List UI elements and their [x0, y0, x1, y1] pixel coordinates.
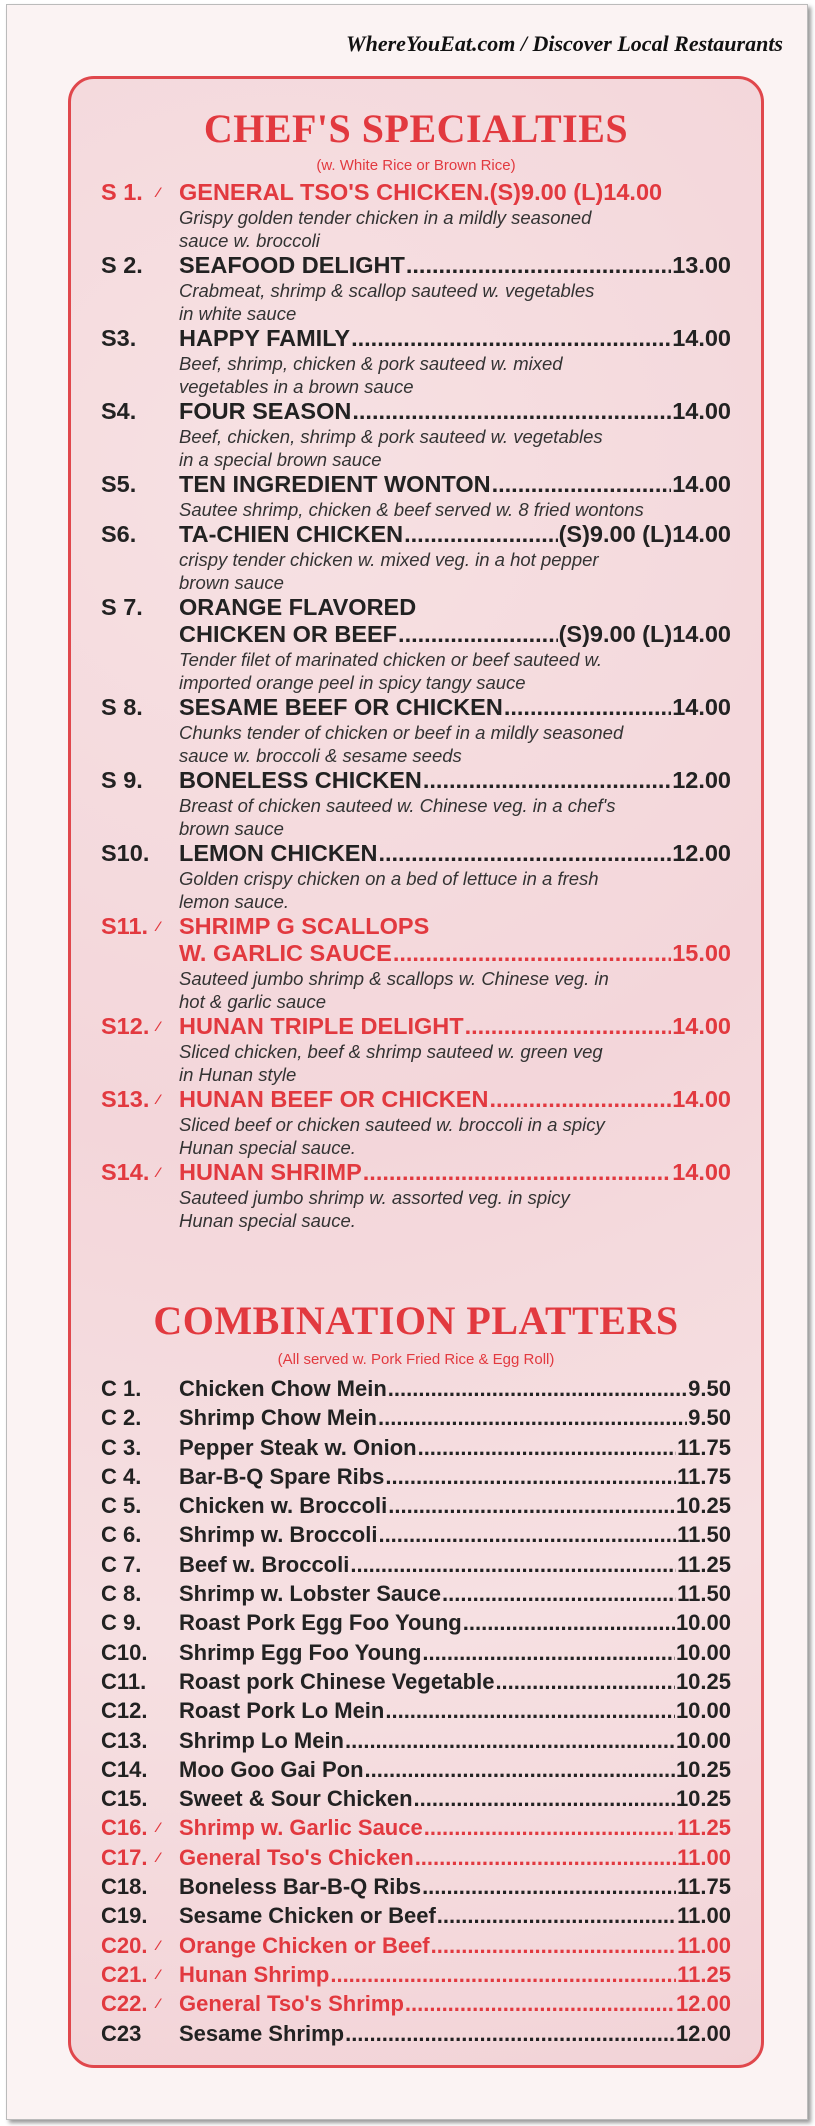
combo-item	[101, 1374, 731, 1403]
menu-item	[101, 694, 731, 767]
item-name: TA-CHIEN CHICKEN	[179, 521, 404, 547]
item-price: 14.00	[672, 1159, 731, 1185]
item-code: S 7.	[101, 594, 143, 620]
item-description: Breast of chicken sauteed w. Chinese veg. in a chef's	[179, 795, 616, 816]
dot-leader	[463, 1608, 675, 1637]
dot-leader	[345, 1726, 675, 1755]
item-price: 14.00	[672, 471, 731, 497]
item-name: HUNAN BEEF OR CHICKEN	[179, 1086, 489, 1112]
item-name: Orange Chicken or Beef	[179, 1932, 430, 1958]
dot-leader	[465, 1013, 672, 1040]
combo-item	[101, 1696, 731, 1725]
item-name: Shrimp Chow Mein	[179, 1405, 377, 1431]
chef-specialties-list	[101, 179, 731, 1232]
item-name: Sesame Chicken or Beef	[179, 1903, 436, 1929]
menu-item-row	[101, 325, 731, 352]
dot-leader	[352, 398, 671, 425]
item-price: 9.50	[688, 1405, 731, 1431]
dot-leader	[415, 1843, 676, 1872]
dot-leader	[504, 694, 671, 721]
menu-item	[101, 1159, 731, 1232]
dot-leader	[378, 840, 671, 867]
dot-leader	[431, 1931, 677, 1960]
dot-leader	[422, 1872, 676, 1901]
dot-leader	[385, 1462, 676, 1491]
item-name: SHRIMP G SCALLOPS	[179, 913, 430, 939]
item-price: 11.75	[677, 1434, 731, 1460]
menu-item	[101, 840, 731, 913]
combination-platters-list	[101, 1374, 731, 2048]
item-price: (S)9.00 (L)14.00	[558, 621, 731, 647]
spicy-pepper-icon: ⁄	[157, 1819, 160, 1836]
menu-item-row	[101, 940, 731, 967]
item-price: 13.00	[672, 252, 731, 278]
item-price: 14.00	[672, 325, 731, 351]
item-description: crispy tender chicken w. mixed veg. in a hot pepper	[179, 549, 599, 570]
item-code: S 8.	[101, 694, 143, 720]
item-code: C21. ⁄	[101, 1960, 179, 1989]
item-name: Shrimp w. Broccoli	[179, 1522, 378, 1548]
dot-leader	[398, 621, 558, 648]
combo-item	[101, 1550, 731, 1579]
item-price: 11.25	[677, 1815, 731, 1841]
menu-page	[6, 4, 808, 2120]
combo-item	[101, 1755, 731, 1784]
item-description: Crabmeat, shrimp & scallop sauteed w. vegetables	[179, 280, 595, 301]
item-price: 14.00	[672, 398, 731, 424]
item-code: C13.	[101, 1727, 148, 1753]
item-name: Shrimp w. Garlic Sauce	[179, 1815, 423, 1841]
menu-item-row	[101, 179, 731, 206]
item-code: C22. ⁄	[101, 1989, 179, 2018]
item-description: in white sauce	[179, 303, 297, 324]
item-description: lemon sauce.	[179, 891, 290, 912]
item-description: Sliced beef or chicken sauteed w. broccoli in a spicy	[179, 1114, 605, 1135]
combo-item	[101, 1667, 731, 1696]
item-price: (S)9.00 (L)14.00	[558, 521, 731, 547]
combination-platters-subtitle: (All served w. Pork Fried Rice & Egg Roll)	[277, 1351, 555, 1368]
item-price: 10.25	[675, 1493, 731, 1519]
dot-leader	[388, 1374, 687, 1403]
menu-item-row	[101, 767, 731, 794]
item-code: S4.	[101, 398, 137, 424]
item-name: Moo Goo Gai Pon	[179, 1756, 364, 1782]
dot-leader	[393, 940, 671, 967]
dot-leader	[424, 1813, 676, 1842]
item-code: S 1. ⁄	[101, 179, 160, 205]
item-code: C20. ⁄	[101, 1931, 179, 1960]
combo-item	[101, 1931, 731, 1960]
item-code: C14.	[101, 1756, 148, 1782]
item-price: 11.00	[677, 1844, 731, 1870]
menu-item	[101, 594, 731, 694]
combo-item	[101, 2019, 731, 2048]
item-code: S 2.	[101, 252, 143, 278]
item-name: Shrimp Egg Foo Young	[179, 1639, 422, 1665]
combination-platters-title: COMBINATION PLATTERS	[153, 1298, 679, 1343]
item-price: 10.25	[675, 1756, 731, 1782]
site-title[interactable]: WhereYouEat.com / Discover Local Restaurants	[346, 31, 783, 56]
menu-item-row	[101, 252, 731, 279]
menu-item	[101, 252, 731, 325]
item-code: C 9.	[101, 1610, 142, 1636]
item-name: Hunan Shrimp	[179, 1961, 330, 1987]
item-name: Roast Pork Egg Foo Young	[179, 1610, 462, 1636]
item-name: Roast pork Chinese Vegetable	[179, 1668, 495, 1694]
chef-specialties-subtitle: (w. White Rice or Brown Rice)	[316, 157, 516, 174]
menu-item	[101, 767, 731, 840]
item-code: C12.	[101, 1698, 148, 1724]
item-name: W. GARLIC SAUCE	[179, 940, 392, 966]
item-name: LEMON CHICKEN	[179, 840, 378, 866]
item-price: 10.00	[675, 1698, 731, 1724]
item-code: C15.	[101, 1786, 148, 1812]
dot-leader	[330, 1960, 676, 1989]
item-description: Golden crispy chicken on a bed of lettuce in a fresh	[179, 868, 599, 889]
item-description: in Hunan style	[179, 1064, 297, 1085]
item-name: SESAME BEEF OR CHICKEN	[179, 694, 503, 720]
item-price: 11.75	[677, 1463, 731, 1489]
dot-leader	[388, 1491, 675, 1520]
item-description: brown sauce	[179, 818, 284, 839]
item-code: C 2.	[101, 1405, 142, 1431]
dot-leader	[351, 325, 671, 352]
item-description: Sauteed jumbo shrimp & scallops w. Chinese veg. in	[179, 968, 609, 989]
item-price: 11.25	[677, 1961, 731, 1987]
item-name: Pepper Steak w. Onion	[179, 1434, 417, 1460]
menu-item	[101, 1013, 731, 1086]
item-description: hot & garlic sauce	[179, 991, 327, 1012]
item-name: BONELESS CHICKEN	[179, 767, 422, 793]
item-price: 11.00	[677, 1903, 731, 1929]
item-price: 12.00	[675, 1991, 731, 2017]
item-name: General Tso's Shrimp	[179, 1991, 404, 2017]
dot-leader	[423, 767, 671, 794]
item-price: 10.00	[675, 1610, 731, 1636]
item-code: S10.	[101, 840, 150, 866]
item-description: sauce w. broccoli & sesame seeds	[179, 745, 462, 766]
item-code: C 1.	[101, 1376, 142, 1401]
item-description: in a special brown sauce	[179, 449, 382, 470]
menu-item-row	[101, 521, 731, 548]
menu-item	[101, 521, 731, 594]
item-price: 12.00	[672, 767, 731, 793]
item-name: Sesame Shrimp	[179, 2020, 345, 2046]
menu-item-row	[101, 694, 731, 721]
item-name: Sweet & Sour Chicken	[179, 1786, 413, 1812]
menu-item	[101, 913, 731, 1013]
dot-leader	[437, 1901, 676, 1930]
item-name: HUNAN SHRIMP	[179, 1159, 362, 1185]
menu-item-row	[101, 398, 731, 425]
menu-item-row	[101, 1159, 731, 1186]
item-name: FOUR SEASON	[179, 398, 352, 424]
combo-item	[101, 1989, 731, 2018]
item-name: HAPPY FAMILY	[179, 325, 351, 351]
item-description: Hunan special sauce.	[179, 1210, 356, 1231]
item-name: Beef w. Broccoli	[179, 1551, 350, 1577]
item-code: S 9.	[101, 767, 143, 793]
dot-leader	[406, 252, 671, 279]
combo-item	[101, 1960, 731, 1989]
item-name: CHICKEN OR BEEF	[179, 621, 398, 647]
dot-leader	[404, 521, 557, 548]
menu-item-row	[101, 1086, 731, 1113]
item-price: 12.00	[675, 2020, 731, 2046]
item-description: Hunan special sauce.	[179, 1137, 356, 1158]
item-name: Roast Pork Lo Mein	[179, 1698, 385, 1724]
item-name: SEAFOOD DELIGHT	[179, 252, 405, 278]
spicy-pepper-icon: ⁄	[157, 1995, 160, 2012]
combo-item	[101, 1433, 731, 1462]
dot-leader	[492, 471, 672, 498]
spicy-pepper-icon: ⁄	[157, 1018, 160, 1034]
menu-item-row	[101, 840, 731, 867]
combo-item	[101, 1403, 731, 1432]
item-price: 14.00	[672, 1013, 731, 1039]
dot-leader	[414, 1784, 675, 1813]
menu-item	[101, 1086, 731, 1159]
item-code: C11.	[101, 1668, 147, 1694]
item-price: 14.00	[672, 694, 731, 720]
spicy-pepper-icon: ⁄	[157, 184, 160, 200]
combo-item	[101, 1520, 731, 1549]
dot-leader	[495, 1667, 675, 1696]
item-description: Grispy golden tender chicken in a mildly seasoned	[179, 207, 592, 228]
spicy-pepper-icon: ⁄	[157, 1164, 160, 1180]
item-name: Chicken Chow Mein	[179, 1376, 387, 1401]
item-name: HUNAN TRIPLE DELIGHT	[179, 1013, 464, 1039]
item-description: Sauteed jumbo shrimp w. assorted veg. in spicy	[179, 1187, 570, 1208]
item-price: 10.25	[675, 1668, 731, 1694]
item-code: S13. ⁄	[101, 1086, 160, 1112]
item-code: C16. ⁄	[101, 1813, 179, 1842]
dot-leader	[442, 1579, 676, 1608]
dot-leader	[405, 1989, 675, 2018]
menu-item	[101, 325, 731, 398]
item-code: C 4.	[101, 1463, 142, 1489]
menu-item-row	[101, 1013, 731, 1040]
item-description: sauce w. broccoli	[179, 230, 320, 251]
item-price: 11.75	[677, 1874, 731, 1900]
item-name: GENERAL TSO'S CHICKEN.(S)9.00 (L)14.00	[179, 179, 663, 205]
item-code: C 7.	[101, 1551, 142, 1577]
menu-item-row	[101, 913, 731, 940]
menu-item-row	[101, 471, 731, 498]
dot-leader	[378, 1520, 676, 1549]
chef-specialties-title: CHEF'S SPECIALTIES	[203, 106, 629, 151]
combo-item	[101, 1726, 731, 1755]
item-price: 11.50	[677, 1522, 731, 1548]
spicy-pepper-icon: ⁄	[157, 1965, 160, 1982]
dot-leader	[363, 1159, 671, 1186]
item-code: C18.	[101, 1874, 148, 1900]
menu-panel	[68, 76, 764, 2068]
item-description: brown sauce	[179, 572, 284, 593]
item-name: General Tso's Chicken	[179, 1844, 414, 1870]
dot-leader	[345, 2019, 675, 2048]
dot-leader	[350, 1550, 676, 1579]
spicy-pepper-icon: ⁄	[157, 1848, 160, 1865]
item-code: C 3.	[101, 1434, 142, 1460]
item-price: 11.25	[677, 1551, 731, 1577]
dot-leader	[418, 1433, 677, 1462]
item-description: Chunks tender of chicken or beef in a mildly seasoned	[179, 722, 624, 743]
combo-item	[101, 1462, 731, 1491]
dot-leader	[365, 1755, 675, 1784]
item-description: Sliced chicken, beef & shrimp sauteed w. green veg	[179, 1041, 603, 1062]
item-name: TEN INGREDIENT WONTON	[179, 471, 491, 497]
item-code: S3.	[101, 325, 137, 351]
item-code: S11. ⁄	[101, 913, 160, 939]
item-name: Chicken w. Broccoli	[179, 1493, 388, 1519]
item-code: S14. ⁄	[101, 1159, 160, 1185]
item-code: S5.	[101, 471, 137, 497]
menu-item	[101, 179, 731, 252]
item-code: C10.	[101, 1639, 148, 1665]
item-code: C 8.	[101, 1581, 142, 1607]
combo-item	[101, 1491, 731, 1520]
item-price: 11.50	[677, 1581, 731, 1607]
dot-leader	[489, 1086, 671, 1113]
item-name: Shrimp Lo Mein	[179, 1727, 344, 1753]
item-code: C 5.	[101, 1493, 142, 1519]
item-price: 15.00	[672, 940, 731, 966]
item-price: 12.00	[672, 840, 731, 866]
item-name: Boneless Bar-B-Q Ribs	[179, 1874, 422, 1900]
dot-leader	[385, 1696, 675, 1725]
spicy-pepper-icon: ⁄	[157, 1936, 160, 1953]
item-price: 10.00	[675, 1727, 731, 1753]
item-name: Shrimp w. Lobster Sauce	[179, 1581, 442, 1607]
item-description: Beef, chicken, shrimp & pork sauteed w. vegetables	[179, 426, 603, 447]
item-name: ORANGE FLAVORED	[179, 594, 417, 620]
item-code: S12. ⁄	[101, 1013, 160, 1039]
item-price: 10.25	[675, 1786, 731, 1812]
combo-item	[101, 1638, 731, 1667]
spicy-pepper-icon: ⁄	[157, 1091, 160, 1107]
menu-item	[101, 398, 731, 471]
item-description: vegetables in a brown sauce	[179, 376, 414, 397]
item-description: Tender filet of marinated chicken or beef sauteed w.	[179, 649, 603, 670]
dot-leader	[378, 1403, 687, 1432]
item-price: 14.00	[672, 1086, 731, 1112]
item-description: imported orange peel in spicy tangy sauce	[179, 672, 526, 693]
combo-item	[101, 1872, 731, 1901]
item-name: Bar-B-Q Spare Ribs	[179, 1463, 385, 1489]
menu-item-row	[101, 621, 731, 648]
item-code: S6.	[101, 521, 137, 547]
item-code: C19.	[101, 1903, 148, 1929]
menu-item-row	[101, 594, 731, 621]
combo-item	[101, 1579, 731, 1608]
combo-item	[101, 1901, 731, 1930]
item-code: C17. ⁄	[101, 1843, 179, 1872]
item-description: Sautee shrimp, chicken & beef served w. 8 fried wontons	[179, 499, 644, 520]
item-price: 11.00	[677, 1932, 731, 1958]
menu-item	[101, 471, 731, 521]
dot-leader	[422, 1638, 675, 1667]
item-price: 10.00	[675, 1639, 731, 1665]
item-code: C23	[101, 2020, 142, 2046]
item-code: C 6.	[101, 1522, 142, 1548]
item-price: 9.50	[688, 1376, 731, 1401]
combo-item	[101, 1843, 731, 1872]
combo-item	[101, 1813, 731, 1842]
item-description: Beef, shrimp, chicken & pork sauteed w. mixed	[179, 353, 563, 374]
spicy-pepper-icon: ⁄	[157, 918, 160, 934]
combo-item	[101, 1784, 731, 1813]
combo-item	[101, 1608, 731, 1637]
